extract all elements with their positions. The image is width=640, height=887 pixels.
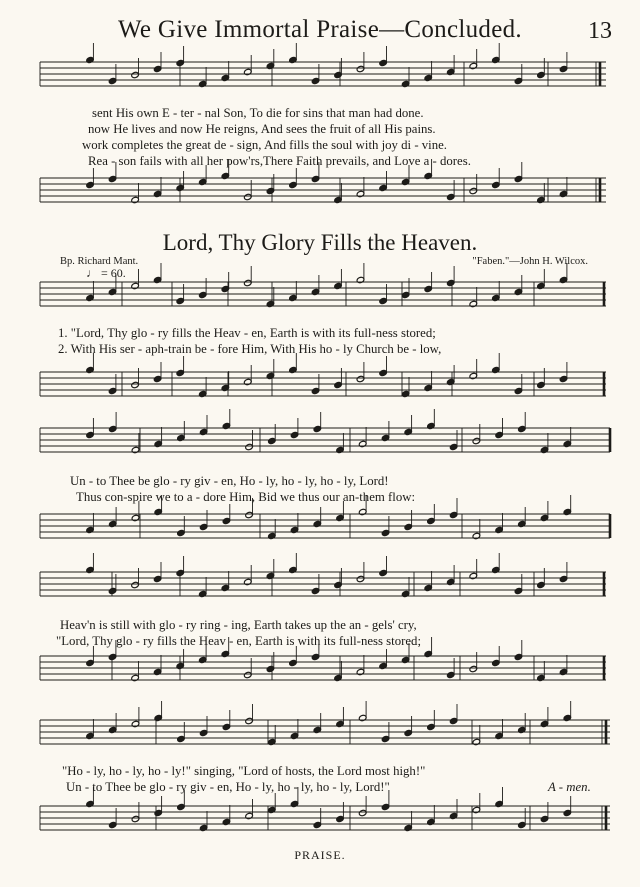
- first-hymn-lyric-2: now He lives and now He reigns, And sees the fruit of all His pains.: [88, 122, 436, 136]
- system-4-lyric-1: "Ho - ly, ho - ly, ho - ly!" singing, "Lord of hosts, the Lord most high!": [62, 764, 426, 778]
- hymn-author: Bp. Richard Mant.: [60, 256, 139, 267]
- hymn-tune: "Faben."—John H. Wilcox.: [472, 256, 588, 267]
- hymn-title: Lord, Thy Glory Fills the Heaven.: [162, 230, 478, 255]
- footer-label: PRAISE.: [294, 848, 346, 862]
- first-hymn-lyric-1: sent His own E - ter - nal Son, To die for sins that man had done.: [92, 106, 424, 120]
- amen-text: A - men.: [548, 780, 591, 794]
- first-hymn-lyric-4: Rea - son fails with all her pow'rs,There Faith prevails, and Love a - dores.: [88, 154, 471, 168]
- page-number: 13: [588, 18, 612, 44]
- first-hymn-lyric-3: work completes the great de - sign, And fills the soul with joy di - vine.: [82, 138, 448, 152]
- system-3-lyric-1: Heav'n is still with glo - ry ring - ing, Earth takes up the an - gels' cry,: [60, 618, 417, 632]
- system-2-lyric-1: Un - to Thee be glo - ry giv - en, Ho - ly, ho - ly, ho - ly, Lord!: [70, 474, 389, 488]
- system-3-lyric-2: "Lord, Thy glo - ry fills the Heav - en, Earth is with its full-ness stored;: [56, 634, 422, 648]
- system-4-lyric-2: Un - to Thee be glo - ry giv - en, Ho - ly, ho - ly, ho - ly, Lord!": [66, 780, 390, 794]
- system-1-lyric-2: 2. With His ser - aph-train be - fore Him, With His ho - ly Church be - low,: [58, 342, 442, 356]
- system-2-lyric-2: Thus con-spire we to a - dore Him, Bid we thus our an-them flow:: [76, 490, 416, 504]
- system-1-lyric-1: 1. "Lord, Thy glo - ry fills the Heav - en, Earth is with its full-ness stored;: [58, 326, 436, 340]
- tempo-marking: ♩ = 60.: [86, 266, 126, 280]
- page-header-title: We Give Immortal Praise—Concluded.: [118, 16, 522, 43]
